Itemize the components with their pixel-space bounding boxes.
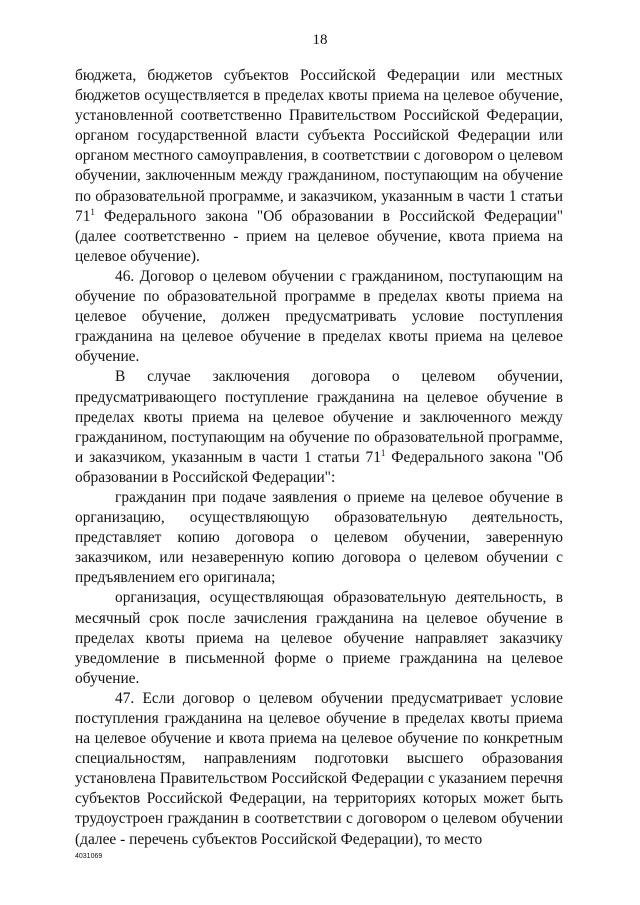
superscript-article-number: 1 <box>380 447 386 458</box>
paragraph-3-text: В случае заключения договора о целевом обучении, предусматривающего поступление гражданина на целевое обучение в пределах квоты приема на целевое обучение и заключенного между гражданином, поступающим на обучение по образовательной программе, и заказчиком, указанным в части 1 статьи 71 <box>75 368 563 466</box>
paragraph-1-text: бюджета, бюджетов субъектов Российской Федерации или местных бюджетов осуществляется в пределах квоты приема на целевое обучение, установленной соответственно Правительством Российской Федерации, органом государственной власти субъекта Российской Федерации или органом местного самоуправления, в соответствии с договором о целевом обучении, заключенным между гражданином, поступающим на обучение по образовательной программе, и заказчиком, указанным в части 1 статьи 71 <box>75 67 563 225</box>
document-body <box>75 66 563 850</box>
paragraph-3 <box>75 367 563 488</box>
document-code: 4031069 <box>75 853 103 860</box>
superscript-article-number: 1 <box>90 206 95 217</box>
paragraph-1 <box>75 66 563 267</box>
paragraph-3-text-continued: Федерального закона "Об образовании в Российской Федерации": <box>75 448 563 486</box>
paragraph-47: 47. Если договор о целевом обучении предусматривает условие поступления гражданина на целевое обучение в пределах квоты приема на целевое обучение и квота приема на целевое обучение по конкретным специальностям, направлениям подготовки высшего образования установлена Правительством Российской Федерации с указанием перечня субъектов Российской Федерации, на территориях которых может быть трудоустроен гражданин в соответствии с договором о целевом обучении (далее - перечень субъектов Российской Федерации), то место <box>75 689 563 848</box>
paragraph-citizen: гражданин при подаче заявления о приеме на целевое обучение в организацию, осуществляющую образовательную деятельность, представляет копию договора о целевом обучении, заверенную заказчиком, или незаверенную копию договора о целевом обучении с предъявлением его оригинала; <box>75 488 563 587</box>
paragraph-46: 46. Договор о целевом обучении с гражданином, поступающим на обучение по образовательной программе в пределах квоты приема на целевое обучение, должен предусматривать условие поступления гражданина на целевое обучение в пределах квоты приема на целевое обучение. <box>75 267 563 366</box>
paragraph-organization: организация, осуществляющая образовательную деятельность, в месячный срок после зачисления гражданина на целевое обучение в пределах квоты приема на целевое обучение направляет заказчику уведомление в письменной форме о приеме гражданина на целевое обучение. <box>75 589 563 687</box>
page-number: 18 <box>312 32 328 48</box>
paragraph-1-text-continued: Федерального закона "Об образовании в Российской Федерации" (далее соответственно - прием на целевое обучение, квота приема на целевое обучение). <box>75 207 563 265</box>
